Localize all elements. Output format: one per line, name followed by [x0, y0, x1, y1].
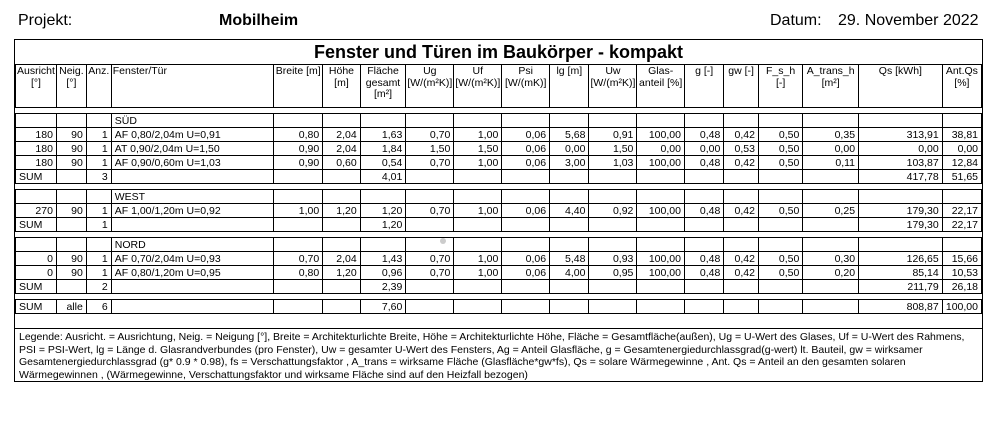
table-cell — [589, 170, 637, 184]
table-cell — [502, 218, 550, 232]
table-cell: 3,00 — [550, 156, 589, 170]
table-cell — [589, 238, 637, 252]
table-cell: 0,96 — [360, 266, 406, 280]
table-cell: 0,70 — [406, 156, 454, 170]
table-row — [16, 156, 982, 170]
table-cell — [323, 114, 361, 128]
table-cell: 90 — [56, 142, 86, 156]
table-cell — [274, 280, 323, 294]
table-cell: 1,50 — [406, 142, 454, 156]
section-name: WEST — [111, 190, 273, 204]
table-cell: 0,00 — [942, 142, 981, 156]
table-cell: 22,17 — [942, 218, 981, 232]
table-cell — [360, 238, 406, 252]
table-cell: 1 — [86, 156, 111, 170]
table-cell: 1 — [86, 266, 111, 280]
table-cell: SUM — [16, 280, 57, 294]
table-cell — [724, 170, 759, 184]
table-cell: 0,53 — [724, 142, 759, 156]
table-cell — [56, 218, 86, 232]
column-header: A_trans_h [m²] — [803, 65, 859, 108]
table-cell — [684, 300, 723, 314]
table-cell: AT 0,90/2,04m U=1,50 — [111, 142, 273, 156]
table-cell: 0,30 — [803, 252, 859, 266]
table-cell — [758, 300, 802, 314]
table-cell — [406, 190, 454, 204]
report-frame — [14, 39, 983, 382]
table-cell: 1,20 — [323, 204, 361, 218]
table-cell: 100,00 — [637, 204, 685, 218]
column-header: Ausricht [°] — [16, 65, 57, 108]
table-cell — [724, 238, 759, 252]
table-cell: 15,66 — [942, 252, 981, 266]
section-name: NORD — [111, 238, 273, 252]
table-cell — [550, 238, 589, 252]
table-cell — [758, 170, 802, 184]
sum-row — [16, 170, 982, 184]
table-row — [16, 252, 982, 266]
table-cell: 0,00 — [684, 142, 723, 156]
table-cell — [56, 190, 86, 204]
table-cell: 313,91 — [859, 128, 943, 142]
column-header: Uw [W/(m²K)] — [589, 65, 637, 108]
table-cell: 0,06 — [502, 204, 550, 218]
table-cell — [323, 170, 361, 184]
table-cell: 0,60 — [323, 156, 361, 170]
column-header: lg [m] — [550, 65, 589, 108]
table-cell: 90 — [56, 266, 86, 280]
table-cell: 0,80 — [274, 266, 323, 280]
table-row — [16, 142, 982, 156]
table-cell — [758, 190, 802, 204]
table-cell — [803, 114, 859, 128]
table-cell — [684, 170, 723, 184]
column-header: Anz. — [86, 65, 111, 108]
table-cell: 0,70 — [406, 252, 454, 266]
table-cell: 1,00 — [454, 156, 502, 170]
table-cell: 211,79 — [859, 280, 943, 294]
table-cell — [56, 280, 86, 294]
table-cell: 0,93 — [589, 252, 637, 266]
table-cell: 180 — [16, 156, 57, 170]
table-cell: AF 0,80/1,20m U=0,95 — [111, 266, 273, 280]
table-cell — [274, 114, 323, 128]
table-cell — [589, 218, 637, 232]
table-cell — [637, 170, 685, 184]
table-cell — [684, 238, 723, 252]
table-cell: 12,84 — [942, 156, 981, 170]
table-cell — [502, 114, 550, 128]
table-cell: 100,00 — [637, 128, 685, 142]
table-cell — [406, 238, 454, 252]
table-cell — [86, 238, 111, 252]
table-cell: 0,48 — [684, 204, 723, 218]
table-cell: 0,25 — [803, 204, 859, 218]
table-cell — [684, 280, 723, 294]
table-cell: 4,40 — [550, 204, 589, 218]
total-row — [16, 300, 982, 314]
table-cell: 270 — [16, 204, 57, 218]
table-row — [16, 266, 982, 280]
table-cell: 38,81 — [942, 128, 981, 142]
table-cell: 7,60 — [360, 300, 406, 314]
sum-row — [16, 218, 982, 232]
table-cell: 0,42 — [724, 204, 759, 218]
table-cell: 0,06 — [502, 156, 550, 170]
table-cell — [758, 218, 802, 232]
table-cell — [56, 238, 86, 252]
table-cell — [111, 170, 273, 184]
table-cell: 1,00 — [454, 266, 502, 280]
table-cell: AF 0,90/0,60m U=1,03 — [111, 156, 273, 170]
table-cell — [589, 114, 637, 128]
table-cell: 126,65 — [859, 252, 943, 266]
table-cell — [406, 170, 454, 184]
table-cell — [56, 114, 86, 128]
table-cell — [502, 238, 550, 252]
table-cell: 0,70 — [406, 204, 454, 218]
table-cell — [323, 280, 361, 294]
table-cell: 1,20 — [323, 266, 361, 280]
table-cell: 90 — [56, 156, 86, 170]
table-cell: 808,87 — [859, 300, 943, 314]
table-cell: 0,00 — [637, 142, 685, 156]
table-cell: 1,03 — [589, 156, 637, 170]
table-cell: 1,63 — [360, 128, 406, 142]
table-cell: 51,65 — [942, 170, 981, 184]
table-cell — [323, 238, 361, 252]
table-cell: 1,50 — [589, 142, 637, 156]
column-header: Breite [m] — [274, 65, 323, 108]
table-cell — [406, 114, 454, 128]
table-cell: 0,70 — [406, 266, 454, 280]
table-cell: 0,48 — [684, 252, 723, 266]
table-cell — [550, 170, 589, 184]
table-cell — [454, 114, 502, 128]
table-cell: 1 — [86, 218, 111, 232]
column-header: Glas-anteil [%] — [637, 65, 685, 108]
table-cell: 0,90 — [274, 142, 323, 156]
column-header: Fläche gesamt [m²] — [360, 65, 406, 108]
table-cell: 1,84 — [360, 142, 406, 156]
column-header: Fenster/Tür — [111, 65, 273, 108]
table-cell: 1 — [86, 204, 111, 218]
table-cell — [803, 190, 859, 204]
table-cell: 90 — [56, 204, 86, 218]
table-cell: AF 0,70/2,04m U=0,93 — [111, 252, 273, 266]
table-cell: alle — [56, 300, 86, 314]
table-cell: 1,00 — [454, 252, 502, 266]
date-label: Datum: — [770, 12, 822, 29]
table-header-row — [16, 65, 982, 108]
table-cell: 0,91 — [589, 128, 637, 142]
table-cell — [454, 238, 502, 252]
table-cell: AF 0,80/2,04m U=0,91 — [111, 128, 273, 142]
table-cell: 2 — [86, 280, 111, 294]
table-cell: 0,00 — [803, 142, 859, 156]
table-cell — [803, 300, 859, 314]
table-cell: SUM — [16, 218, 57, 232]
table-cell — [274, 238, 323, 252]
table-cell: 5,48 — [550, 252, 589, 266]
date-value: 29. November 2022 — [838, 12, 979, 29]
column-header: F_s_h [-] — [758, 65, 802, 108]
table-cell — [859, 114, 943, 128]
table-cell — [724, 114, 759, 128]
table-cell: 100,00 — [637, 266, 685, 280]
table-cell: 4,01 — [360, 170, 406, 184]
table-cell — [454, 170, 502, 184]
table-cell: 100,00 — [942, 300, 981, 314]
table-cell — [589, 190, 637, 204]
section-header-row — [16, 238, 982, 252]
table-cell: 2,04 — [323, 252, 361, 266]
table-cell — [274, 190, 323, 204]
table-cell: 100,00 — [637, 156, 685, 170]
section-header-row — [16, 190, 982, 204]
project-name: Mobilheim — [219, 12, 299, 29]
table-cell: 2,04 — [323, 128, 361, 142]
table-cell — [724, 190, 759, 204]
table-cell: 2,39 — [360, 280, 406, 294]
table-cell — [589, 300, 637, 314]
table-cell: 0,20 — [803, 266, 859, 280]
table-cell: 0,00 — [859, 142, 943, 156]
table-cell — [942, 238, 981, 252]
column-header: Ant.Qs [%] — [942, 65, 981, 108]
report-title: Fenster und Türen im Baukörper - kompakt — [313, 42, 684, 62]
table-cell: 1 — [86, 252, 111, 266]
table-cell: SUM — [16, 170, 57, 184]
table-cell — [724, 218, 759, 232]
table-cell — [454, 300, 502, 314]
table-cell: 10,53 — [942, 266, 981, 280]
table-cell — [758, 114, 802, 128]
column-header: Höhe [m] — [323, 65, 361, 108]
table-cell — [323, 218, 361, 232]
table-cell — [360, 114, 406, 128]
table-cell: 1,43 — [360, 252, 406, 266]
table-cell — [360, 190, 406, 204]
table-cell: 3 — [86, 170, 111, 184]
table-cell — [323, 300, 361, 314]
table-cell: 1,00 — [454, 128, 502, 142]
table-cell — [942, 190, 981, 204]
table-cell — [111, 218, 273, 232]
table-cell: SUM — [16, 300, 57, 314]
table-cell — [502, 170, 550, 184]
table-cell: 0,48 — [684, 128, 723, 142]
table-row — [16, 128, 982, 142]
table-cell — [502, 190, 550, 204]
table-cell: 179,30 — [859, 218, 943, 232]
table-cell: 90 — [56, 128, 86, 142]
table-cell: 417,78 — [859, 170, 943, 184]
table-cell — [454, 190, 502, 204]
column-header: g [-] — [684, 65, 723, 108]
table-cell: 0,06 — [502, 128, 550, 142]
table-cell: 0 — [16, 252, 57, 266]
table-cell: 2,04 — [323, 142, 361, 156]
table-cell — [684, 114, 723, 128]
table-cell: 180 — [16, 128, 57, 142]
table-cell — [274, 300, 323, 314]
cursor-dot — [440, 238, 446, 244]
table-cell — [684, 190, 723, 204]
column-header: Ug [W/(m²K)] — [406, 65, 454, 108]
table-cell: 26,18 — [942, 280, 981, 294]
table-cell: 0,50 — [758, 142, 802, 156]
table-cell: 1,50 — [454, 142, 502, 156]
table-cell: 0,50 — [758, 266, 802, 280]
table-cell: 0,42 — [724, 252, 759, 266]
table-cell: 6 — [86, 300, 111, 314]
column-header: Qs [kWh] — [859, 65, 943, 108]
table-cell — [758, 280, 802, 294]
table-cell: 0,92 — [589, 204, 637, 218]
table-cell: 100,00 — [637, 252, 685, 266]
table-cell: 180 — [16, 142, 57, 156]
table-cell — [111, 300, 273, 314]
table-cell: 0 — [16, 266, 57, 280]
table-cell — [111, 280, 273, 294]
table-cell — [637, 300, 685, 314]
table-cell: 0,50 — [758, 204, 802, 218]
table-cell: 0,90 — [274, 156, 323, 170]
table-cell: 0,11 — [803, 156, 859, 170]
windows-table — [15, 64, 982, 314]
table-cell — [323, 190, 361, 204]
table-cell: 0,70 — [406, 128, 454, 142]
sum-row — [16, 280, 982, 294]
table-cell — [859, 190, 943, 204]
table-cell: 1,00 — [454, 204, 502, 218]
table-cell: 1 — [86, 142, 111, 156]
table-cell — [16, 238, 57, 252]
table-cell — [454, 218, 502, 232]
table-cell — [859, 238, 943, 252]
table-cell — [406, 280, 454, 294]
table-cell: 0,35 — [803, 128, 859, 142]
table-cell: 0,42 — [724, 156, 759, 170]
table-cell: 0,06 — [502, 266, 550, 280]
table-cell — [550, 190, 589, 204]
table-cell: 5,68 — [550, 128, 589, 142]
table-cell: 1,00 — [274, 204, 323, 218]
column-header: Psi [W/(mK)] — [502, 65, 550, 108]
table-cell: 0,70 — [274, 252, 323, 266]
table-cell — [803, 280, 859, 294]
table-cell: 0,00 — [550, 142, 589, 156]
table-cell: 22,17 — [942, 204, 981, 218]
table-cell: 85,14 — [859, 266, 943, 280]
table-cell: 0,50 — [758, 156, 802, 170]
column-header: gw [-] — [724, 65, 759, 108]
table-cell — [942, 114, 981, 128]
table-cell — [454, 280, 502, 294]
table-cell — [16, 114, 57, 128]
table-cell — [803, 170, 859, 184]
table-cell — [550, 300, 589, 314]
table-cell — [550, 218, 589, 232]
table-cell: 0,54 — [360, 156, 406, 170]
table-cell: 0,95 — [589, 266, 637, 280]
table-cell: 1 — [86, 128, 111, 142]
table-cell: 0,80 — [274, 128, 323, 142]
project-label: Projekt: — [18, 12, 73, 29]
table-cell — [86, 190, 111, 204]
section-header-row — [16, 114, 982, 128]
table-row — [16, 204, 982, 218]
table-cell: 90 — [56, 252, 86, 266]
table-cell — [758, 238, 802, 252]
legend: Legende: Ausricht. = Ausrichtung, Neig. = Neigung [°], Breite = Architekturlichte Breite, Höhe = Architekturlichte Höhe, Fläche = Gesamtfläche(außen), Ug = U-Wert des Glases, Uf = U-Wert des Rahmens, PSI = PSI-Wert, lg = Länge d. Glasrandverbundes (pro Fenster), Uw = gesamter U-Wert des Fensters, Ag = Anteil Glasfläche, g = Gesamtenergiedurchlassgrad(g-wert) lt. Bauteil, gw = wirksamer Gesamtenergiedurchlassgrad (g* 0.9 * 0.98), fs = Verschattungsfaktor , A_trans = wirksame Fläche (Glasfläche*gw*fs), Qs = solare Wärmegewinne , Ant. Qs = Anteil an den gesamten solaren Wärmegewinnen , (Wärmegewinne, Verschattungsfaktor und wirksame Fläche sind auf den Heizfall bezogen) — [15, 328, 982, 383]
table-cell — [637, 190, 685, 204]
table-cell: 1,20 — [360, 218, 406, 232]
column-header: Neig. [°] — [56, 65, 86, 108]
table-cell: 0,42 — [724, 266, 759, 280]
table-cell — [502, 300, 550, 314]
table-cell: 1,20 — [360, 204, 406, 218]
table-cell — [406, 300, 454, 314]
table-cell — [86, 114, 111, 128]
table-cell — [684, 218, 723, 232]
table-cell: 0,06 — [502, 142, 550, 156]
section-name: SÜD — [111, 114, 273, 128]
table-cell: 0,48 — [684, 266, 723, 280]
table-cell: 0,50 — [758, 128, 802, 142]
table-cell — [16, 190, 57, 204]
table-cell: 0,06 — [502, 252, 550, 266]
table-cell — [550, 114, 589, 128]
table-cell — [406, 218, 454, 232]
table-cell — [803, 218, 859, 232]
table-cell — [724, 300, 759, 314]
table-cell: 103,87 — [859, 156, 943, 170]
table-cell — [637, 280, 685, 294]
table-cell: AF 1,00/1,20m U=0,92 — [111, 204, 273, 218]
table-cell — [550, 280, 589, 294]
table-cell — [637, 238, 685, 252]
table-cell — [502, 280, 550, 294]
table-cell — [274, 170, 323, 184]
table-cell — [803, 238, 859, 252]
table-cell: 4,00 — [550, 266, 589, 280]
table-cell — [724, 280, 759, 294]
table-cell: 179,30 — [859, 204, 943, 218]
column-header: Uf [W/(m²K)] — [454, 65, 502, 108]
table-cell: 0,50 — [758, 252, 802, 266]
table-cell — [637, 218, 685, 232]
table-cell — [589, 280, 637, 294]
table-cell — [274, 218, 323, 232]
table-cell — [637, 114, 685, 128]
table-cell — [56, 170, 86, 184]
table-cell: 0,48 — [684, 156, 723, 170]
table-cell: 0,42 — [724, 128, 759, 142]
